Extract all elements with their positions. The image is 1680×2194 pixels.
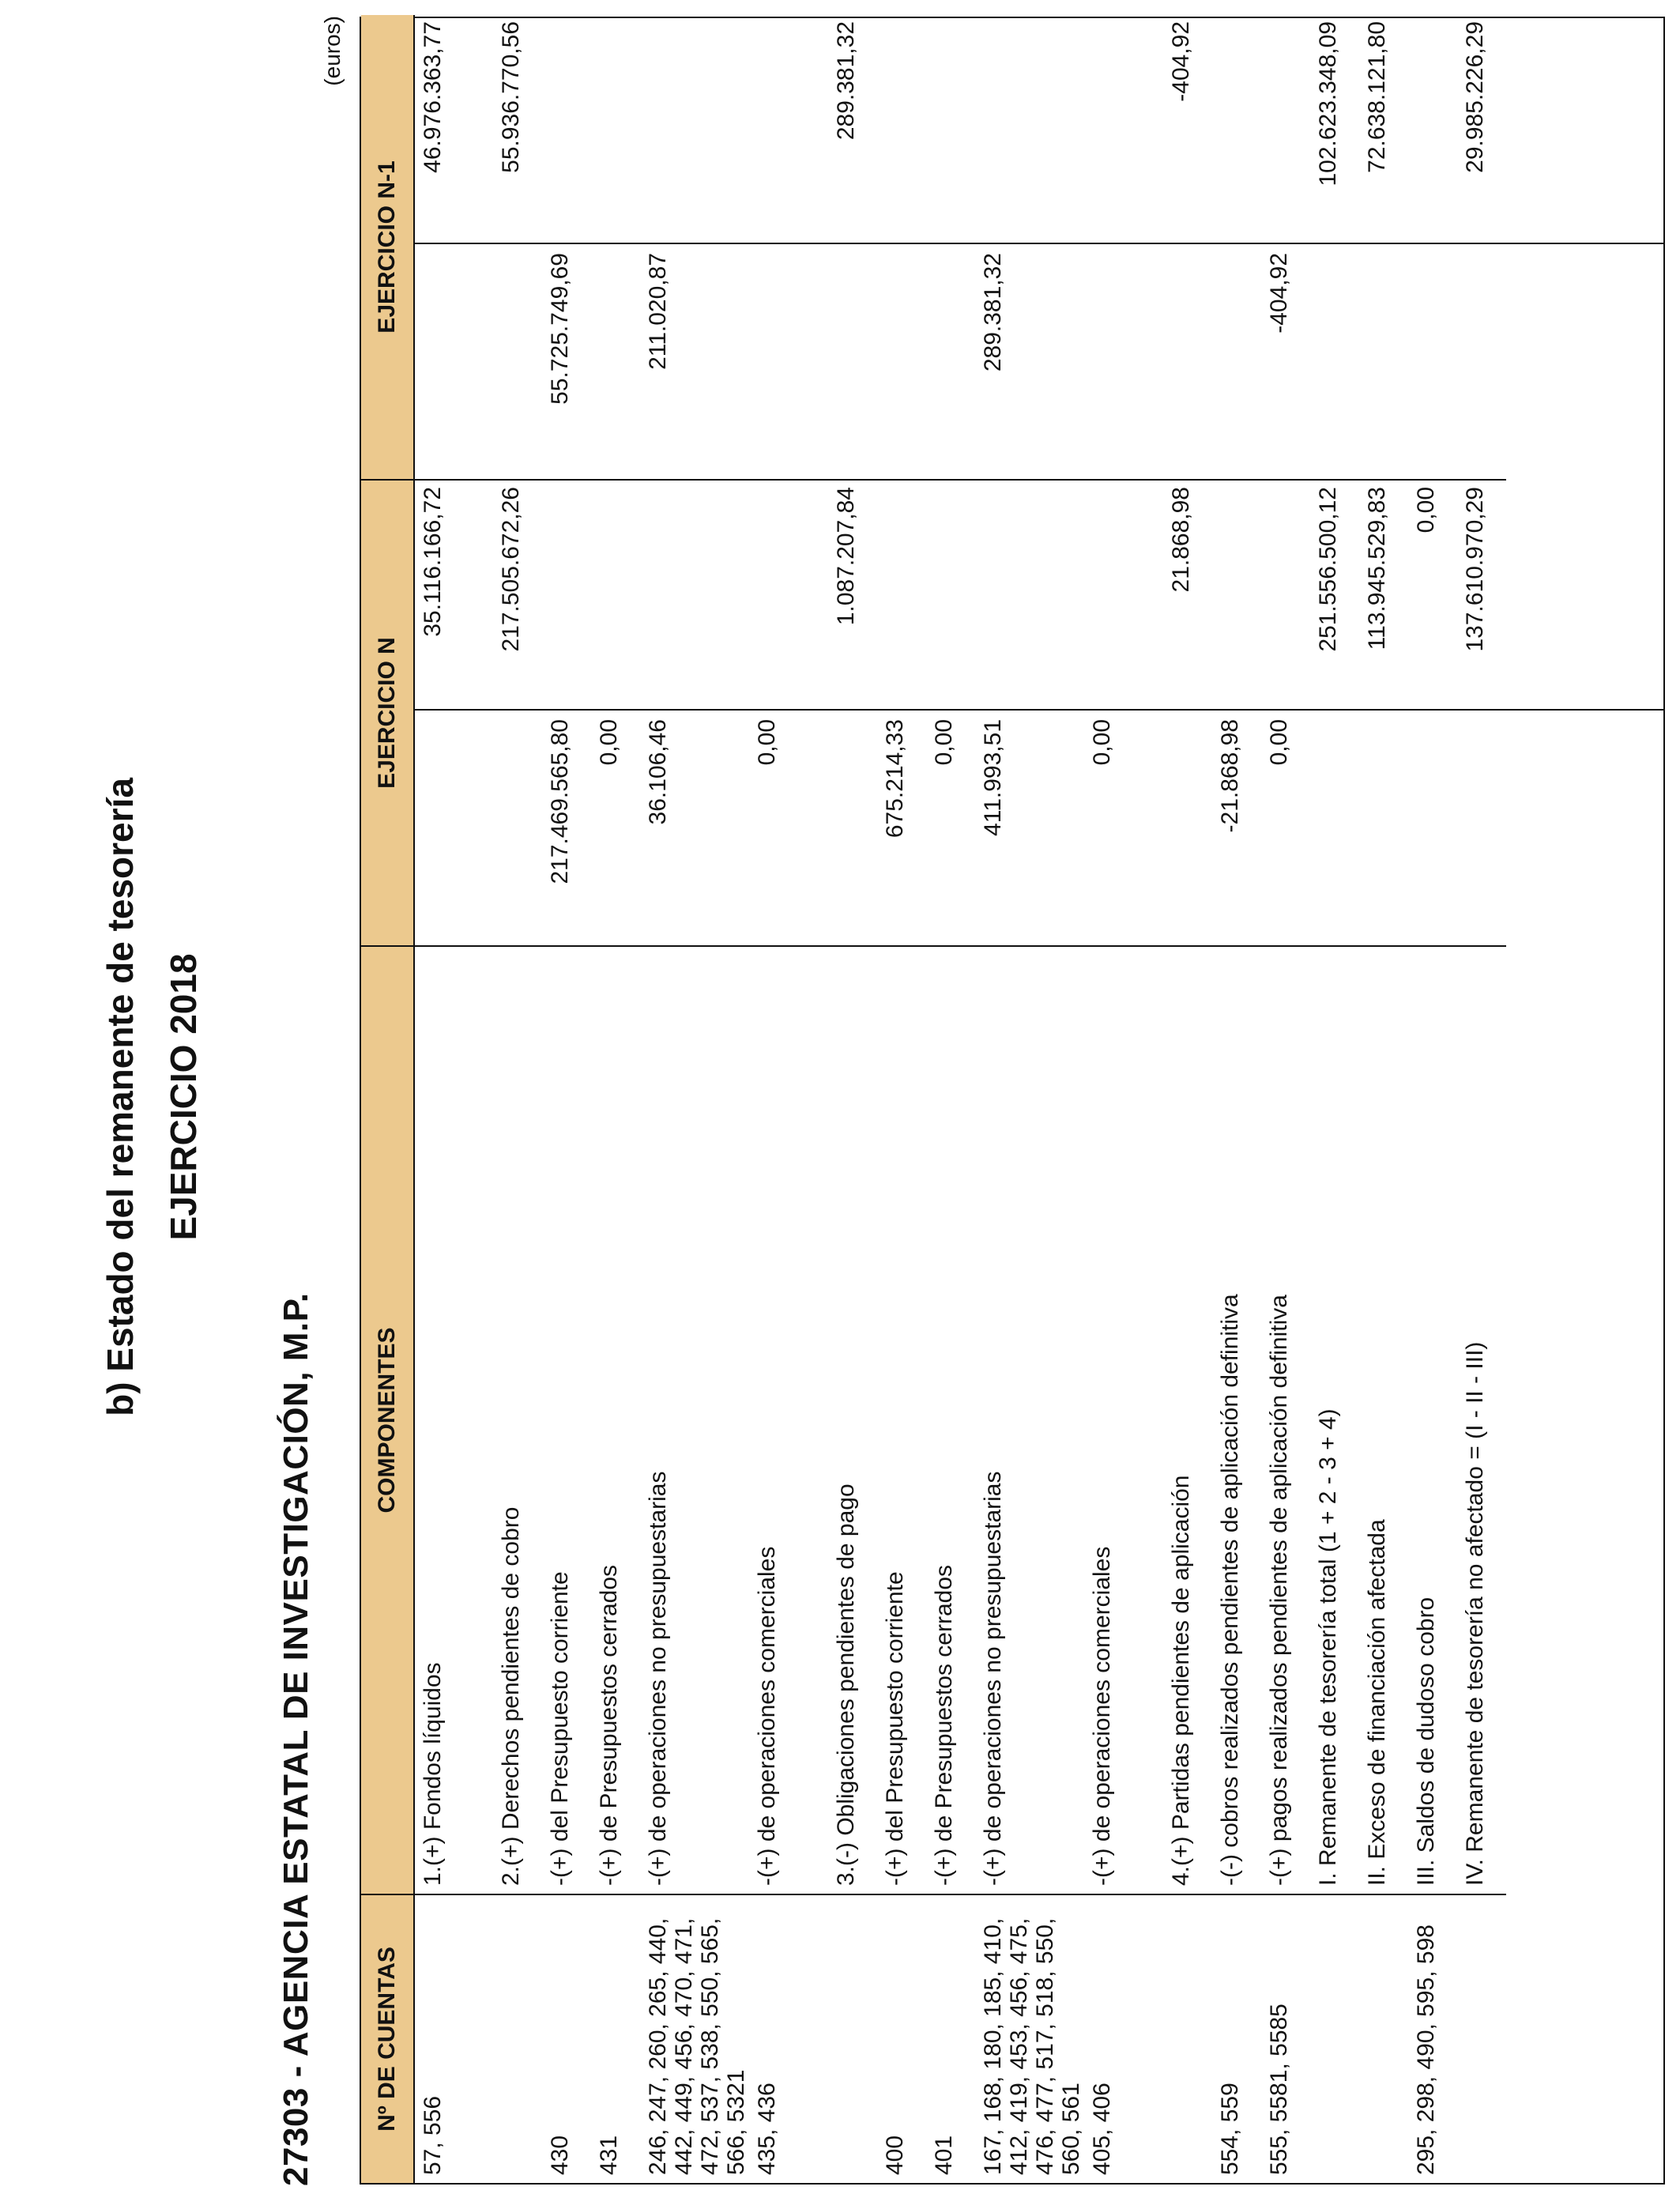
cell-year-n1-total: 72.638.121,80: [1364, 21, 1390, 173]
table-row: [1310, 15, 1359, 2183]
cell-accounts: 554, 559: [1217, 2083, 1243, 2175]
table-body: [414, 15, 1506, 2183]
cell-year-n-total: 35.116.166,72: [420, 487, 446, 637]
cell-year-n-total: 137.610.970,29: [1462, 487, 1488, 652]
cell-year-n-total: [749, 480, 798, 713]
table-row: [493, 15, 542, 2183]
cell-accounts: [461, 1894, 493, 2183]
cell-year-n1-detail: [1359, 247, 1408, 480]
cell-year-n-detail: 0,00: [1084, 713, 1133, 946]
table-row: [461, 15, 493, 2183]
table-row: [1359, 15, 1408, 2183]
table-row: [1457, 15, 1506, 2183]
cell-accounts: [1310, 1894, 1359, 2183]
table-row: [1408, 15, 1457, 2183]
cell-year-n1-total: [926, 15, 975, 247]
cell-component: -(+) de operaciones comerciales: [1084, 946, 1133, 1894]
cell-year-n-total: [1133, 480, 1163, 713]
cell-component: II. Exceso de financiación afectada: [1359, 946, 1408, 1894]
table-row: [1163, 15, 1212, 2183]
table-row: [749, 15, 798, 2183]
cell-year-n-total: [1084, 480, 1133, 713]
cell-accounts: 401: [931, 2135, 957, 2175]
cell-year-n-total: 217.505.672,26: [498, 487, 524, 652]
cell-year-n1-total: 46.976.363,77: [420, 21, 446, 173]
cell-year-n1-detail: 55.725.749,69: [542, 247, 591, 480]
table-row: [975, 15, 1084, 2183]
cell-year-n-total: 113.945.529,83: [1364, 487, 1390, 650]
cell-year-n1-total: [542, 15, 591, 247]
cell-year-n1-total: [1212, 15, 1261, 247]
cell-year-n-detail: [493, 713, 542, 946]
cell-year-n-detail: [1408, 713, 1457, 946]
cell-year-n1-total: [1084, 15, 1133, 247]
cell-year-n1-total: 289.381,32: [833, 21, 859, 141]
cell-year-n1-detail: [798, 247, 828, 480]
cell-component: -(+) de Presupuestos cerrados: [591, 946, 640, 1894]
cell-accounts: [828, 1894, 877, 2183]
treasury-table: [361, 15, 1506, 2183]
cell-year-n1-detail: [461, 247, 493, 480]
cell-component: -(+) de Presupuestos cerrados: [926, 946, 975, 1894]
cell-year-n-detail: -21.868,98: [1212, 713, 1261, 946]
table-row: [877, 15, 926, 2183]
cell-year-n1-total: [640, 15, 749, 247]
cell-year-n-detail: 675.214,33: [877, 713, 926, 946]
cell-year-n-detail: 217.469.565,80: [542, 713, 591, 946]
cell-year-n1-detail: [1133, 247, 1163, 480]
cell-accounts: 246, 247, 260, 265, 440, 442, 449, 456, 470, 471, 472, 537, 538, 550, 565, 566, 5321: [645, 1917, 749, 2175]
table-row: [1084, 15, 1133, 2183]
cell-component: -(+) del Presupuesto corriente: [877, 946, 926, 1894]
cell-year-n-detail: 36.106,46: [640, 713, 749, 946]
cell-accounts: [798, 1894, 828, 2183]
cell-year-n-detail: [1163, 713, 1212, 946]
cell-year-n1-detail: 289.381,32: [975, 247, 1084, 480]
header-components: COMPONENTES: [361, 946, 414, 1894]
cell-component: [461, 946, 493, 1894]
cell-year-n1-total: 29.985.226,29: [1462, 21, 1488, 173]
cell-year-n1-total: [1261, 15, 1310, 247]
cell-year-n-total: [542, 480, 591, 713]
table-row: [1212, 15, 1261, 2183]
cell-year-n-total: [798, 480, 828, 713]
cell-component: -(+) pagos realizados pendientes de aplicación definitiva: [1261, 946, 1310, 1894]
cell-year-n1-total: [798, 15, 828, 247]
page-title: b) Estado del remanente de tesorería: [100, 778, 141, 1416]
cell-year-n-total: 1.087.207,84: [833, 487, 859, 626]
cell-year-n-total: [1212, 480, 1261, 713]
cell-component: 3.(-) Obligaciones pendientes de pago: [828, 946, 877, 1894]
table-row: [591, 15, 640, 2183]
cell-year-n-detail: [828, 713, 877, 946]
cell-component: -(-) cobros realizados pendientes de aplicación definitiva: [1212, 946, 1261, 1894]
table-row: [828, 15, 877, 2183]
table-row: [640, 15, 749, 2183]
cell-year-n-detail: [1359, 713, 1408, 946]
cell-component: -(+) de operaciones no presupuestarias: [640, 946, 749, 1894]
cell-accounts: 57, 556: [420, 2095, 446, 2175]
header-accounts: Nº DE CUENTAS: [361, 1894, 414, 2183]
treasury-table-container: [360, 17, 1665, 2185]
header-year-n1: EJERCICIO N-1: [361, 15, 414, 480]
entity-name: 27303 - AGENCIA ESTATAL DE INVESTIGACIÓN, M.P.: [277, 1292, 315, 2186]
divider-year-n: [413, 709, 1663, 711]
cell-accounts: 435, 436: [754, 2083, 780, 2175]
cell-year-n-total: [1261, 480, 1310, 713]
cell-accounts: [1163, 1894, 1212, 2183]
cell-year-n-detail: [1457, 713, 1506, 946]
cell-year-n1-total: -404,92: [1168, 21, 1194, 102]
cell-year-n1-total: 102.623.348,09: [1315, 21, 1341, 187]
table-row: [798, 15, 828, 2183]
cell-year-n1-total: [877, 15, 926, 247]
cell-year-n-total: [461, 480, 493, 713]
cell-accounts: [1359, 1894, 1408, 2183]
cell-year-n1-detail: [926, 247, 975, 480]
cell-year-n-detail: [414, 713, 461, 946]
cell-accounts: [1457, 1894, 1506, 2183]
cell-year-n1-total: 55.936.770,56: [498, 21, 524, 173]
table-row: [542, 15, 591, 2183]
cell-component: 1.(+) Fondos líquidos: [414, 946, 461, 1894]
cell-year-n1-detail: [1163, 247, 1212, 480]
cell-year-n-total: [640, 480, 749, 713]
cell-year-n1-total: [749, 15, 798, 247]
cell-accounts: [1133, 1894, 1163, 2183]
cell-year-n1-detail: [591, 247, 640, 480]
cell-year-n-detail: [1310, 713, 1359, 946]
table-row: [414, 15, 461, 2183]
cell-year-n-detail: 0,00: [926, 713, 975, 946]
divider-year-n1: [413, 243, 1663, 244]
cell-year-n-detail: [1133, 713, 1163, 946]
cell-component: [798, 946, 828, 1894]
cell-component: 2.(+) Derechos pendientes de cobro: [493, 946, 542, 1894]
cell-year-n1-detail: [1457, 247, 1506, 480]
cell-year-n1-detail: [1212, 247, 1261, 480]
cell-year-n-detail: 0,00: [1261, 713, 1310, 946]
cell-accounts: 555, 5581, 5585: [1266, 2004, 1292, 2175]
cell-year-n-detail: [798, 713, 828, 946]
cell-year-n1-detail: 211.020,87: [640, 247, 749, 480]
cell-year-n-total: [975, 480, 1084, 713]
cell-accounts: 295, 298, 490, 595, 598: [1413, 1924, 1439, 2175]
cell-accounts: 431: [596, 2135, 622, 2175]
cell-year-n-detail: 411.993,51: [975, 713, 1084, 946]
cell-year-n1-detail: [877, 247, 926, 480]
cell-year-n1-detail: [493, 247, 542, 480]
cell-year-n1-total: [975, 15, 1084, 247]
header-year-n: EJERCICIO N: [361, 480, 414, 946]
cell-component: -(+) de operaciones comerciales: [749, 946, 798, 1894]
cell-year-n1-detail: [1408, 247, 1457, 480]
cell-component: -(+) de operaciones no presupuestarias: [975, 946, 1084, 1894]
units-label: (euros): [320, 16, 345, 86]
cell-year-n-total: 21.868,98: [1168, 487, 1194, 593]
cell-component: [1133, 946, 1163, 1894]
cell-year-n-detail: 0,00: [749, 713, 798, 946]
table-header-row: [361, 15, 414, 2183]
cell-year-n1-detail: [749, 247, 798, 480]
cell-component: 4.(+) Partidas pendientes de aplicación: [1163, 946, 1212, 1894]
cell-component: III. Saldos de dudoso cobro: [1408, 946, 1457, 1894]
cell-year-n1-detail: [1310, 247, 1359, 480]
cell-year-n1-total: [1133, 15, 1163, 247]
cell-year-n-total: [926, 480, 975, 713]
table-row: [1261, 15, 1310, 2183]
cell-accounts: [493, 1894, 542, 2183]
cell-year-n1-detail: [828, 247, 877, 480]
page-subtitle: EJERCICIO 2018: [163, 953, 204, 1241]
table-row: [926, 15, 975, 2183]
cell-year-n1-detail: -404,92: [1261, 247, 1310, 480]
cell-year-n-total: 0,00: [1413, 487, 1439, 533]
cell-accounts: 400: [882, 2135, 908, 2175]
table-row: [1133, 15, 1163, 2183]
cell-year-n1-detail: [1084, 247, 1133, 480]
cell-year-n1-total: [1408, 15, 1457, 247]
cell-accounts: 430: [547, 2135, 573, 2175]
cell-year-n-total: [877, 480, 926, 713]
cell-year-n-detail: [461, 713, 493, 946]
cell-component: I. Remanente de tesorería total (1 + 2 - 3 + 4): [1310, 946, 1359, 1894]
cell-accounts: 405, 406: [1089, 2083, 1115, 2175]
cell-year-n-detail: 0,00: [591, 713, 640, 946]
cell-year-n-total: 251.556.500,12: [1315, 487, 1341, 652]
cell-accounts: 167, 168, 180, 185, 410, 412, 419, 453, 456, 475, 476, 477, 517, 518, 550, 560, 561: [980, 1917, 1084, 2175]
cell-component: IV. Remanente de tesorería no afectado = (I - II - III): [1457, 946, 1506, 1894]
cell-year-n1-total: [461, 15, 493, 247]
cell-year-n1-total: [591, 15, 640, 247]
cell-year-n-total: [591, 480, 640, 713]
cell-component: -(+) del Presupuesto corriente: [542, 946, 591, 1894]
cell-year-n1-detail: [414, 247, 461, 480]
